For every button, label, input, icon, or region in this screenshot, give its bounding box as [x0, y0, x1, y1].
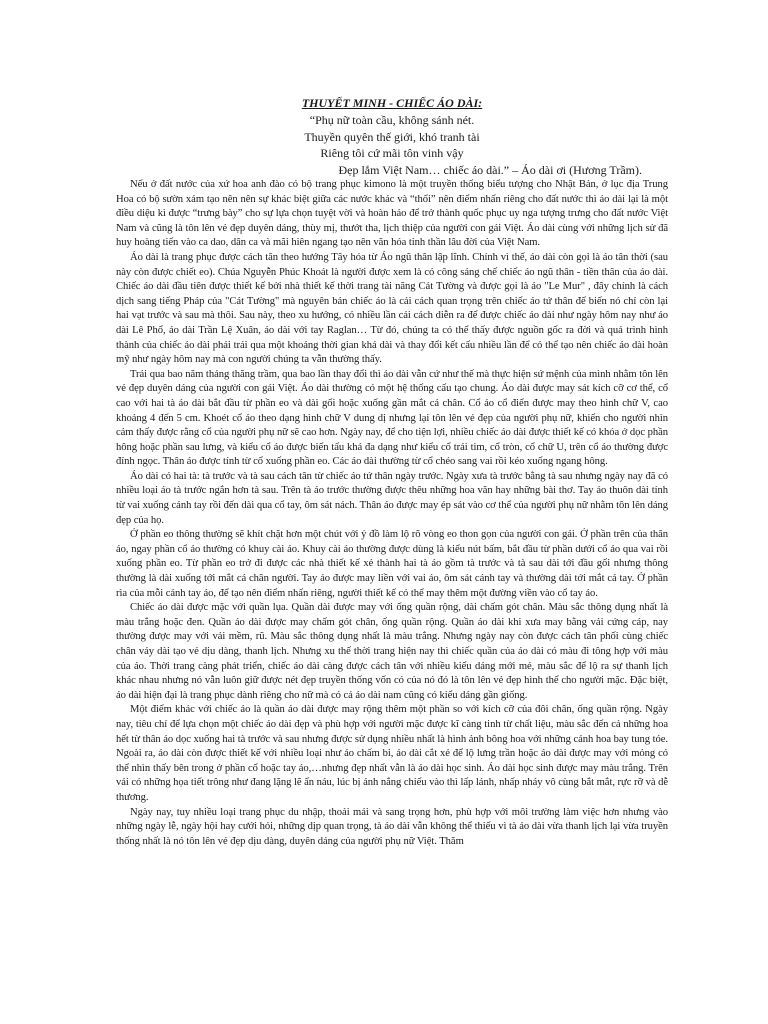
document-body: [116, 178, 668, 849]
poem-line: Thuyền quyên thế giới, khó tranh tài: [304, 129, 480, 144]
opening-poem: [116, 112, 668, 178]
paragraph-history: Áo dài là trang phục được cách tân theo hướng Tây hóa từ Áo ngũ thân lập lĩnh. Chính vì thế, áo dài còn gọi là áo tân thời (sau này còn được chiết eo). Chúa Nguyễn Phúc Khoát là người được xem là có công sáng chế chiếc áo ngũ thân - tiền thân của áo dài. Chiếc áo dài đầu tiên được thiết kế bởi nhà thiết kế thời trang tài năng Cát Tường và được gọi là áo "Le Mur" , đây chính là cách dịch sang tiếng Pháp của "Cát Tường" mà nguyên bản chiếc áo là cải cách quan trọng trên chiếc áo tứ thân để biến nó chỉ còn lại hai vạt trước và sau mà thôi. Sau này, theo xu hướng, có nhiều lần cải cách diễn ra để được chiếc áo dài như ngày hôm nay như áo dài Lê Phổ, áo dài Trần Lệ Xuân, áo dài với tay Raglan… Từ đó, chúng ta có thể thấy được nguồn gốc ra đời và quá trình hình thành của chiếc áo dài phải trải qua một khoảng thời gian khá dài và thay đổi kết cấu nhiều lần để có thể tạo nên chiếc áo dài hoàn mỹ như ngày hôm nay mà con người chúng ta vẫn thường thấy.: [116, 251, 668, 366]
paragraph-trousers: Chiếc áo dài được mặc với quần lụa. Quần dài được may với ống quần rộng, dài chấm gót chân. Màu sắc thông dụng nhất là màu trắng hoặc đen. Quần áo dài được may chấm gót chân, ống quần rộng. Quần áo dài khi xưa may bằng vải cứng cáp, nay thường được may với vải mềm, rũ. Màu sắc thông dụng nhất là màu trắng. Nhưng ngày nay còn được cách tân phối cùng chiếc chân váy dài tạo vẻ dịu dàng, thanh lịch. Nhưng xu thế thời trang hiện nay thì chiếc quần của áo dài có màu đi tông hợp với màu của áo. Thời trang càng phát triển, chiếc áo dài càng được cách tân với nhiều kiểu dáng mới mẻ, màu sắc để lộ ra sự thanh lịch khác nhau nhưng nó vẫn luôn giữ được nét đẹp truyền thống vốn có của nó đó là tôn lên vẻ đẹp hình thể cho người mặc. Đặc biệt, áo dài hiện đại là trang phục dành riêng cho nữ mà có cả áo dài nam cũng có kiểu dáng gần giống.: [116, 602, 668, 701]
poem-line: Đẹp lắm Việt Nam… chiếc áo dài.” – Áo dài ơi (Hương Trầm).: [338, 162, 642, 177]
poem-line: “Phụ nữ toàn cầu, không sánh nét.: [309, 113, 475, 127]
paragraph-today: Ngày nay, tuy nhiều loại trang phục du nhập, thoải mái và sang trọng hơn, phù hợp với môi trường làm việc hơn nhưng vào những ngày lễ, ngày hội hay cưới hỏi, những dịp quan trọng, tà áo dài vẫn không thể thiếu vì tà áo dài vừa thanh lịch lại vừa truyền thống nhất là nó tôn lên vẻ đẹp dịu dàng, duyên dáng của người phụ nữ Việt. Thăm: [116, 806, 668, 847]
paragraph-selection: Một điểm khác với chiếc áo là quần áo dài được may rộng thêm một phần so với kích cỡ của đôi chân, ống quần rộng. Ngày nay, tiêu chí để lựa chọn một chiếc áo dài đẹp và phù hợp với người mặc được kĩ càng tinh từ chất liệu, màu sắc đến cả những hoa hết từ thân áo dọc xuống hai tà trước và sau nhưng được sử dụng nhiều nhất là hình ảnh bông hoa với những cánh hoa bay tung tóe. Ngoài ra, áo dài còn được thiết kế với nhiều loại như áo chấm bi, áo dài cắt xẻ để lộ lưng trần hoặc áo dài được may với mỏng có thể nhìn thấy bên trong ở phần cổ hoặc tay áo,…nhưng đẹp nhất vẫn là áo dài học sinh. Áo dài học sinh được may màu trắng. Trên vải có những họa tiết trông như đang lặng lẽ ẩn náu, lúc bị ánh nắng chiếu vào thì lấp lánh, nhấp nháy vô cùng bắt mắt, rực rỡ và dễ thương.: [116, 704, 668, 803]
paragraph-structure: Trải qua bao năm tháng thăng trầm, qua bao lần thay đổi thì áo dài vẫn cứ như thế mà thực hiện sứ mệnh của mình nhằm tôn lên vẻ đẹp duyên dáng của người con gái Việt. Áo dài thường có một hệ thống cấu tạo chung. Áo dài được may sát kích cỡ cơ thể, cổ cao với hai tà áo dài bắt đầu từ phần eo và dài gối hoặc xuống gần mắt cá chân. Cổ áo cổ điển được may theo hình chữ V, cao khoảng 4 đến 5 cm. Khoét cổ áo theo dạng hình chữ V dung dị nhưng lại tôn lên vẻ đẹp của người phụ nữ, khiến cho người nhìn cảm thấy được rằng cổ của người phụ nữ sẽ cao hơn. Ngày nay, để cho tiện lợi, nhiều chiếc áo dài được thiết kế có khóa ở dọc phần hông hoặc phần sau lưng, và kiểu cổ áo được biến tấu khá đa dạng như kiểu cổ trái tim, cổ tròn, cổ chữ U, trên cổ áo thường được đính ngọc. Thân áo được tính từ cổ xuống phần eo. Các áo dài thường từ cổ chéo sang vai rồi kéo xuống ngang hông.: [116, 368, 668, 468]
paragraph-origin: Nếu ở đất nước của xứ hoa anh đào có bộ trang phục kimono là một truyền thống biểu tượng cho Nhật Bản, ở lục địa Trung Hoa có bộ sườn xám tạo nên nên sự khác biệt giữa các nước khác và “thổi” nên điểm nhấn riêng cho đất nước thì áo dài lại là một điều diệu kì được “trưng bày” cho sự lựa chọn tuyệt vời và hoàn hảo để trở thành quốc phục uy nga tượng trưng cho đất nước Việt Nam và cũng là tôn lên vẻ đẹp duyên dáng, thùy mị, thướt tha, lịch thiệp của người con gái Việt. Áo dài cùng với những lịch sử đã huy hoàng tiến vào ca dao, dân ca và mãi hiên ngang tạo nên văn hóa tinh thần lâu đời của Việt Nam.: [116, 179, 668, 249]
paragraph-waist: Ở phần eo thông thường sẽ khít chặt hơn một chút với ý đồ làm lộ rõ vòng eo thon gọn của người con gái. Ở phần trên của thân áo, ngay phần cổ áo thường có khuy cài áo. Khuy cài áo thường được dùng là kiểu nút bấm, bắt đầu từ phần dưới cổ áo qua vai rồi xuống phần eo. Từ phần eo trở đi được các nhà thiết kế xẻ thành hai tà áo gồm tà trước và tà sau dài tới đầu gối nhưng thông thường là dài xuống tới mắt cá chân người. Tay áo được may liền với vai áo, ôm sát cánh tay và thường dài tới mắt cá tay. Ở phần rìa của mỗi cánh tay áo, để tạo nên điểm nhấn riêng, người thiết kế có thể may thêm một đường viền vào cổ tay áo.: [116, 529, 668, 599]
document-title: THUYẾT MINH - CHIẾC ÁO DÀI:: [301, 96, 483, 110]
paragraph-panels: Áo dài có hai tà: tà trước và tà sau cách tân từ chiếc áo tứ thân ngày trước. Ngày xưa tà trước bằng tà sau nhưng ngày nay đã có nhiều loại áo tà trước ngắn hơn tà sau. Trên tà áo trước thường được thêu những hoa văn hay những bài thơ. Tay áo thuôn dài tính từ vai xuống cánh tay rồi đến dài qua cổ tay, ôm sát nách. Thân áo được may ép sát vào cơ thể của người phụ nữ nhằm tôn lên dáng đẹp của họ.: [116, 470, 668, 526]
poem-line: Riêng tôi cứ mãi tôn vinh vậy: [320, 146, 464, 160]
